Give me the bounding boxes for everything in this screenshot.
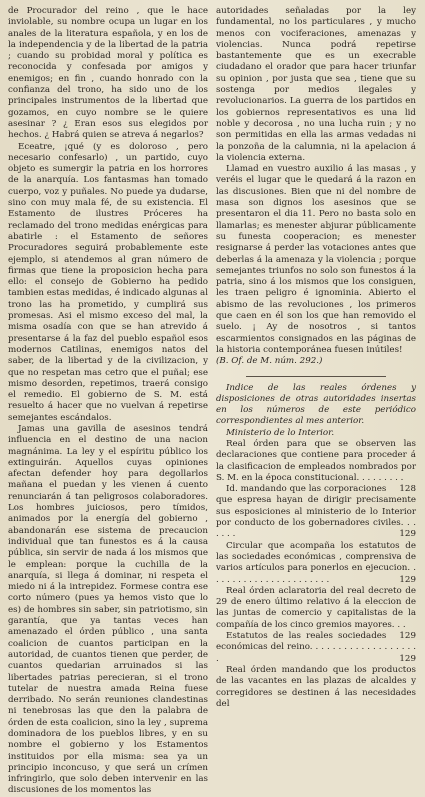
index-title: Indice de las reales órdenes y disposiciones de otras autoridades insertas en los números de este periódico correspondientes al mes anterior. xyxy=(216,382,416,427)
paragraph: autoridades señaladas por la ley fundamental, no los particulares , y mucho menos con vociferaciones, amenazas y violencias. Nunca podrá repetirse bastantemente que es un execrable ciudadano el orador que para hacer triunfar su opinion , por justa que sea , tiene que su sostenga por medios ilegales y revolucionarios. La guerra de los partidos en los gobiernos representativos es una lid noble y decorosa , no una lucha ruin ; y no son permitidas en ella las armas vedadas ni la ponzoña de la calumnia, ni la apelacion á la violencia externa. xyxy=(216,6,416,163)
index-entry xyxy=(216,585,416,642)
left-column xyxy=(8,6,208,796)
divider xyxy=(246,376,386,377)
entry-page: 129 xyxy=(399,574,416,585)
index-entry xyxy=(216,665,416,710)
entry-text: Real órden para que se observen las declaraciones que contiene para proceder á la clasificacion de empleados nombrados por S. M. en la época constitucional. . . . . . . . . xyxy=(216,438,416,483)
entry-text: Real órden aclaratoria del real decreto de 29 de enero último relativo á la eleccion de las juntas de comercio y capitalistas de la compañía de los cinco gremios mayores. . . xyxy=(216,585,416,630)
entry-page: 129 xyxy=(399,529,416,540)
entry-page: 128 xyxy=(399,484,416,495)
entry-page: 129 xyxy=(399,653,416,664)
index-entry xyxy=(216,631,416,665)
paragraph: Eceatre, ¡qué (y es doloroso , pero necesario confesarlo) , un partido, cuyo objeto es sumergir la patria en los horrores de la anarquía. Los fantasmas han tomado cuerpo, voz y puñales. No puede ya dudarse, sino con muy mala fé, de su existencia. El Estamento de ilustres Próceres ha reclamado del trono medidas enérgicas para abatirle : el Estamento de señores Procuradores seguirá probablemente este ejemplo, si atendemos al gran número de firmas que tiene la proposicion hecha para ello: el consejo de Gobierno ha pedido tambien estas medidas, é indicado algunas al trono las ha prometido, y cumplirá sus promesas. Asi el mismo exceso del mal, la misma osadía con que se han atrevido á presentarse á la faz del pueblo español esos modernos Catilinas, enemigos natos del saber, de la libertad y de la civilizacion, y que no respetan mas cetro que el puñal; ese mismo desorden, repetimos, traerá consigo el remedio. El gobierno de S. M. está resuelto á hacer que no vuelvan á repetirse semejantes escándalos. xyxy=(8,141,208,423)
entry-text: Circular que acompaña los estatutos de las sociedades económicas , comprensiva de varios artículos para ponerlos en ejecucion. . . . . . . . . . . . . . . . . . . . . . . xyxy=(216,540,416,585)
entry-text: Real órden mandando que los productos de las vacantes en las plazas de alcaldes y corregidores se destinen á las necesidades del xyxy=(216,664,416,709)
entry-text: Id. mandando que las corporaciones que espresa hayan de dirigir precisamente sus esposiciones al ministerio de lo Interior por conducto de los gobernadores civiles. . . . . . . xyxy=(216,484,416,540)
entry-page: 129 xyxy=(399,631,416,642)
paragraph: Jamas una gavilla de asesinos tendrá influencia en el destino de una nacion magnánima. La ley y el espíritu público los extinguirán. Aquellos cuyas opiniones afectan defender hoy para degollarlos mañana el puedan y les vienen á cuento renunciarán á tan peligrosos colaboradores. Los hombres juiciosos, pero tímidos, animados por la energía del gobierno , abandonarán ese sistema de precaucion individual que tan funestos es á la causa pública, sin servir de nada á los mismos que le emplean: porque la cuchilla de la anarquía, si llega á dominar, ni respeta el miedo ni á la intrepidez. Formese contra ese corto número (pues ya hemos visto que lo es) de hombres sin saber, sin patriotismo, sin garantía, que ya tantas veces han amenazado el órden público , una santa coalicion de cuantos participan en la autoridad, de cuantos tienen que perder, de cuantos quedarian arruinados si las libertades patrias perecieran, si el trono tutelar de nuestra amada Reina fuese derribado. No serán reuniones clandestinas ni tenebrosas las que den la palabra de órden de esta coalicion, sino la ley , suprema dominadora de los pueblos libres, y en su nombre el gobierno y los Estamentos instituidos por ella misma: sea ya un principio inconcuso, y que será un crímen infringirlo, que solo deben intervenir en las discusiones de los momentos las xyxy=(8,423,208,796)
entry-text: Estatutos de las reales sociedades económicas del reino. . . . . . . . . . . . . . . . . . . . xyxy=(216,631,416,664)
index-entry xyxy=(216,484,416,540)
paragraph: Llamad en vuestro auxilio á las masas , y veréis el lugar que le quedará á la razon en las discusiones. Bien que ni del nombre de masa son dignos los asesinos que se presentaron el dia 11. Pero no basta solo en llamarlas; es menester abjurar públicamente su funesta cooperacion; es menester resignarse á perder las votaciones antes que deberlas á la amenaza y la violencia ; porque semejantes triunfos no solo son funestos á la patria, sino á los mismos que los consiguen, les traen peligro é ignominia. Abierto el abismo de las revoluciones , los primeros que caen en él son los que han removido el suelo. ¡ Ay de nosotros , si tantos escarmientos consignados en las páginas de la historia contemporánea fuesen inútiles! xyxy=(216,164,416,355)
citation: (B. Of. de M. núm. 292.) xyxy=(216,356,323,367)
paragraph: de Procurador del reino , que le hace inviolable, su nombre ocupa un lugar en los anales de la literatura española, y en los de la independencia y de la libertad de la patria ; cuando su probidad moral y política es reconocida y confesada por amigos y enemigos; en fin , cuando honrado con la confianza del trono, ha sido uno de los principales instrumentos de la libertad que gozamos, en cuyo nombre se le quiere asesinar ? ¿ Eran esos sus elegidos por hechos. ¿ Habrá quien se atreva á negarlos? xyxy=(8,6,208,141)
index-entry xyxy=(216,438,416,495)
right-column xyxy=(216,6,416,709)
index-entry xyxy=(216,541,416,586)
ministry-heading: Ministerio de lo Interior. xyxy=(226,427,335,438)
